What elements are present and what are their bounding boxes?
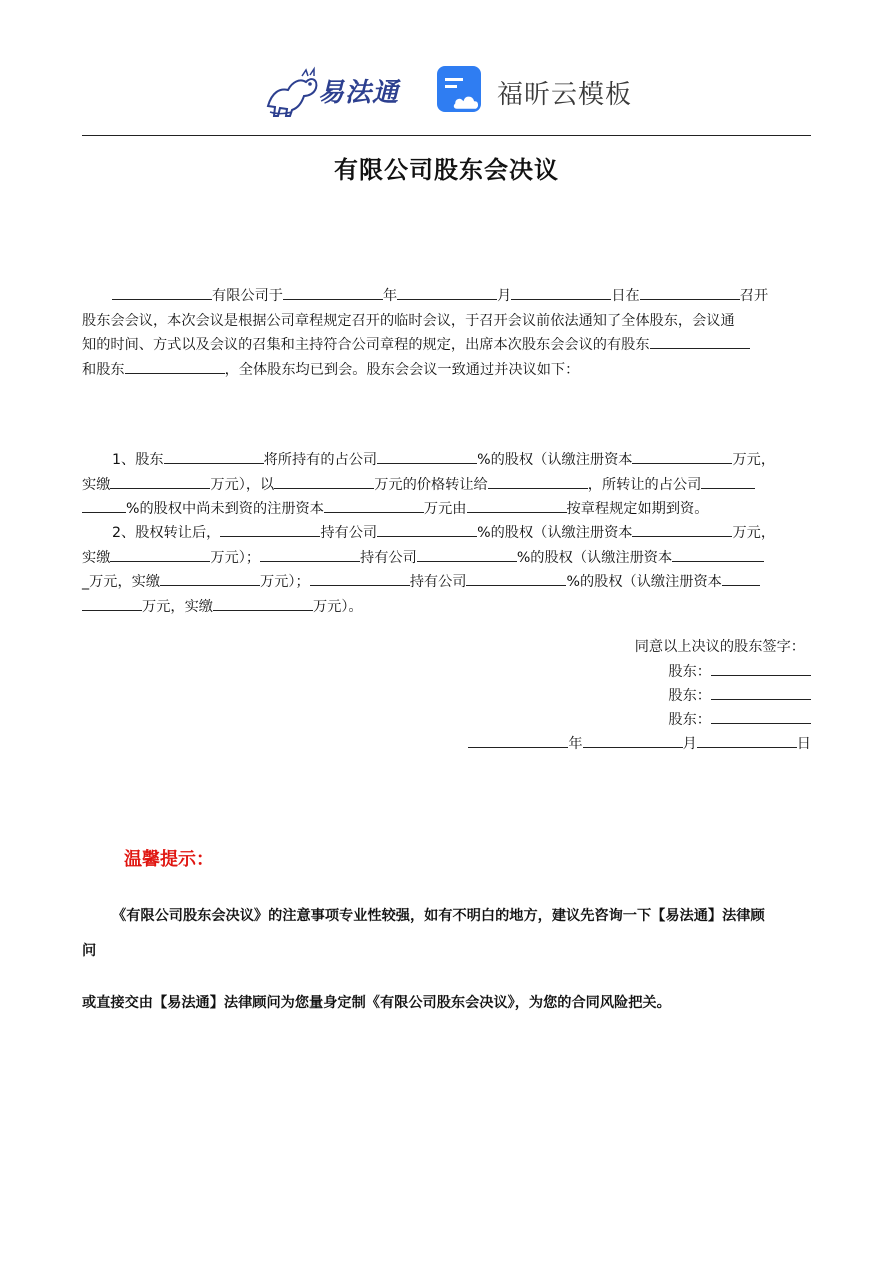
company-name-blank[interactable]	[112, 284, 212, 300]
item1-line-3: %的股权中尚未到资的注册资本 万元由 按章程规定如期到资。	[82, 497, 812, 522]
subscribed-capital-blank[interactable]	[632, 448, 732, 464]
holder-3-subscribed-blank[interactable]	[722, 570, 760, 586]
holder-1-blank[interactable]	[220, 521, 320, 537]
header-divider	[82, 135, 811, 136]
yifatong-logo-text: 易法通	[318, 78, 400, 108]
holder-3-subscribed-blank-cont[interactable]	[82, 595, 142, 611]
shareholder-signature-2: 股东：	[668, 684, 811, 705]
location-blank[interactable]	[640, 284, 740, 300]
intro-line-2: 股东会会议，本次会议是根据公司章程规定召开的临时会议，于召开会议前依法通知了全体股东，会议通	[82, 312, 735, 329]
sign-day-blank[interactable]	[697, 732, 797, 748]
transferred-percent-blank[interactable]	[701, 473, 755, 489]
year-blank[interactable]	[283, 284, 383, 300]
day-blank[interactable]	[511, 284, 611, 300]
item1-line-2: 实缴 万元），以 万元的价格转让给 ，所转让的占公司	[82, 473, 812, 498]
item1-line-1: 1、股东 将所持有的占公司 %的股权（认缴注册资本 万元，	[82, 448, 812, 473]
fuxin-logo-text: 福昕云模板	[497, 80, 633, 110]
percent-blank[interactable]	[377, 448, 477, 464]
intro-line-3: 知的时间、方式以及会议的召集和主持符合公司章程的规定，出席本次股东会会议的有股东	[82, 333, 812, 358]
document-title: 有限公司股东会决议	[334, 156, 559, 184]
sign-month-blank[interactable]	[583, 732, 683, 748]
header-logos	[262, 62, 642, 122]
resolution-item-2	[82, 521, 812, 619]
month-blank[interactable]	[397, 284, 497, 300]
fuxin-logo	[435, 64, 645, 118]
intro-paragraph	[82, 284, 812, 382]
shareholder-b-blank[interactable]	[125, 358, 225, 374]
holder-2-subscribed-blank[interactable]	[672, 546, 764, 562]
signature-blank-3[interactable]	[711, 708, 811, 724]
signature-date: 年 月 日	[468, 732, 811, 753]
item2-line-4: 万元，实缴 万元）。	[82, 595, 812, 620]
tips-paragraph-2: 或直接交由【易法通】法律顾问为您量身定制《有限公司股东会决议》，为您的合同风险把关。	[82, 995, 671, 1011]
yifatong-logo	[262, 62, 422, 118]
qilin-icon	[262, 62, 322, 118]
shareholder-signature-1: 股东：	[668, 660, 811, 681]
item2-line-1: 2、股权转让后， 持有公司 %的股权（认缴注册资本 万元，	[82, 521, 812, 546]
tips-paragraph-1-cont: 问	[82, 943, 97, 959]
price-blank[interactable]	[274, 473, 374, 489]
cloud-document-icon	[435, 64, 489, 118]
intro-line-1: 有限公司于 年 月 日在 召开	[82, 284, 812, 309]
holder-2-paid-blank[interactable]	[160, 570, 260, 586]
shareholder-signature-3: 股东：	[668, 708, 811, 729]
item2-line-3: _万元，实缴 万元）； 持有公司 %的股权（认缴注册资本	[82, 570, 812, 595]
holder-3-paid-blank[interactable]	[213, 595, 313, 611]
item2-line-2: 实缴 万元）； 持有公司 %的股权（认缴注册资本	[82, 546, 812, 571]
intro-line-4: 和股东 ，全体股东均已到会。股东会会议一致通过并决议如下：	[82, 358, 812, 383]
transferee-blank[interactable]	[488, 473, 588, 489]
transferred-percent-blank-cont[interactable]	[82, 497, 126, 513]
holder-3-percent-blank[interactable]	[466, 570, 566, 586]
holder-1-paid-blank[interactable]	[110, 546, 210, 562]
unpaid-capital-blank[interactable]	[324, 497, 424, 513]
shareholder-a-blank[interactable]	[650, 333, 750, 349]
signature-heading: 同意以上决议的股东签字：	[634, 639, 805, 655]
transferor-blank[interactable]	[164, 448, 264, 464]
holder-1-subscribed-blank[interactable]	[632, 521, 732, 537]
tips-title: 温馨提示：	[124, 849, 214, 870]
signature-blank-2[interactable]	[711, 684, 811, 700]
signature-block	[411, 636, 811, 756]
holder-2-blank[interactable]	[260, 546, 360, 562]
tips-paragraph-1: 《有限公司股东会决议》的注意事项专业性较强，如有不明白的地方，建议先咨询一下【易法通】法律顾	[112, 908, 765, 924]
holder-3-blank[interactable]	[310, 570, 410, 586]
paid-capital-blank[interactable]	[110, 473, 210, 489]
holder-2-percent-blank[interactable]	[417, 546, 517, 562]
signature-blank-1[interactable]	[711, 660, 811, 676]
holder-1-percent-blank[interactable]	[377, 521, 477, 537]
sign-year-blank[interactable]	[468, 732, 568, 748]
resolution-item-1	[82, 448, 812, 522]
payer-blank[interactable]	[467, 497, 567, 513]
